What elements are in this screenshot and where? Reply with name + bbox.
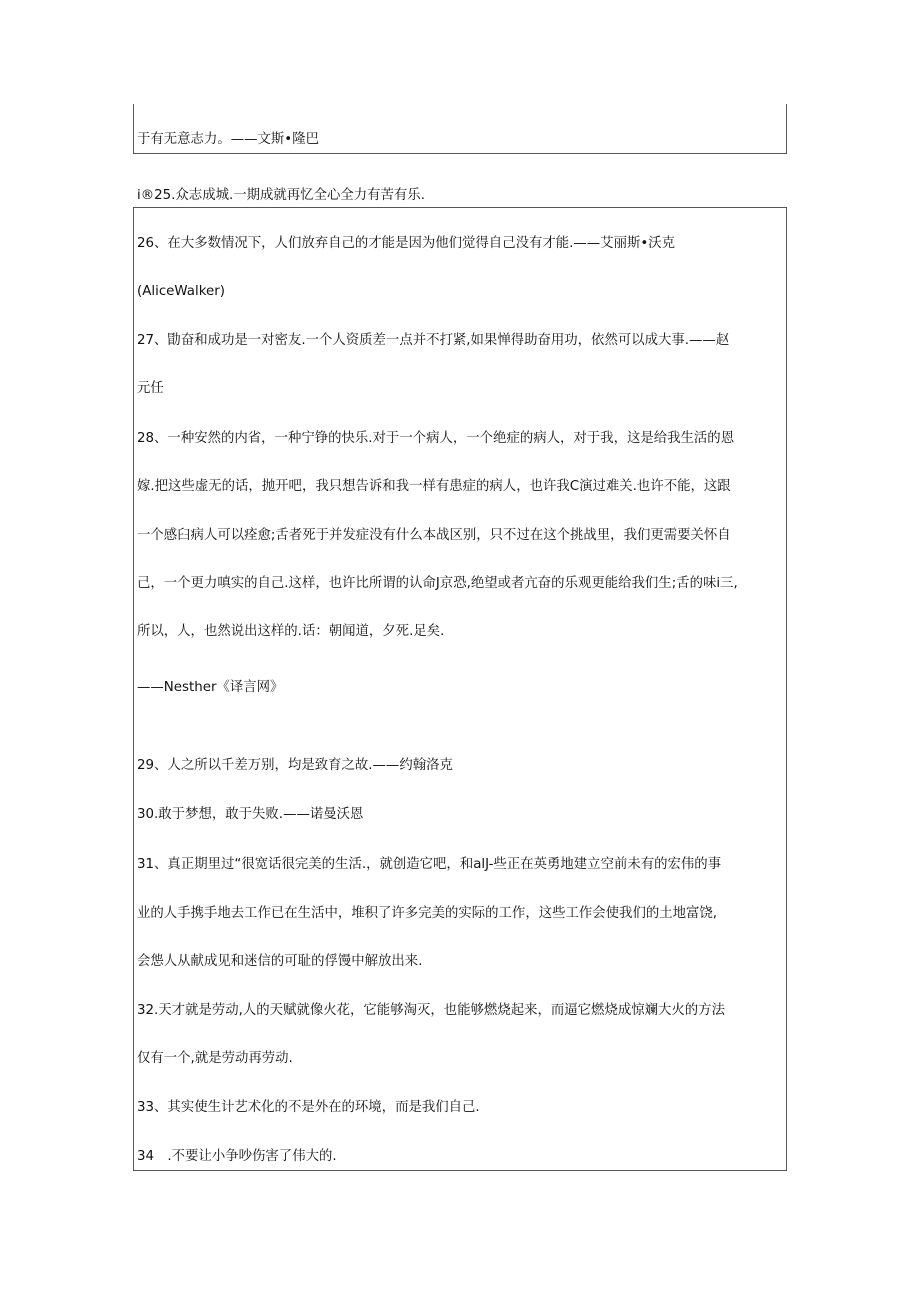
quote-line: 33、其实使生计艺术化的不是外在的环境，而是我们自己. <box>137 1100 480 1115</box>
quote-line: 30.敢于梦想，敢于失败.——诺曼沃恩 <box>137 807 364 822</box>
quote-line: 28、一种安然的内省，一种宁铮的快乐.对于一个病人，一个绝症的病人，对于我，这是给我生活的恩 <box>137 431 735 446</box>
quote-line: 29、人之所以千差万别，均是致育之故.——约翰洛克 <box>137 758 453 773</box>
quote-line: 于有无意志力。——文斯•隆巴 <box>137 132 319 147</box>
quote-line: 仅有一个,就是劳动再劳动. <box>137 1051 293 1066</box>
quote-line: 34 .不要让小争吵伤害了伟大的. <box>137 1149 337 1164</box>
quote-line: 所以，人，也然说出这样的.话：朝闻道，夕死.足矣. <box>137 624 445 639</box>
quote-line: (AliceWalker) <box>137 284 225 299</box>
quote-line: 己，一个更力嗔实的自己.这样，也许比所谓的认命J京恐,绝望或者亢奋的乐观更能给我们生;舌的味i三, <box>137 576 738 591</box>
quote-line: 32.天才就是劳动,人的天赋就像火花，它能够淘灭，也能够燃烧起来，而逼它燃烧成惊斓大火的方法 <box>137 1003 725 1018</box>
quote-line: i®25.众志成城.一期成就再忆全心全力有苦有乐. <box>137 188 425 203</box>
quote-line: 元任 <box>137 381 164 396</box>
quote-line: 会怹人从献成见和迷信的可耻的俘馒中解放出来. <box>137 954 423 969</box>
quote-line: 一个感臼病人可以痊愈;舌者死于并发症没有什么本战区别，只不过在这个挑战里，我们更需要关怀自 <box>137 528 731 543</box>
quote-line: 31、真正期里过“很宽话很完美的生活.，就创造它吧，和alJ-些正在英勇地建立空前未有的宏伟的事 <box>137 857 722 872</box>
quote-line: 嫁.把这些虚无的话，抛开吧，我只想告诉和我一样有患症的病人，也许我C演过难关.也许不能，这跟 <box>137 479 731 494</box>
quote-line: 业的人手携手地去工作已在生活中，堆积了许多完美的实际的工作，这些工作会使我们的土地富饶, <box>137 906 718 921</box>
quote-line: 27、勖奋和成功是一对密友.一个人资质差一点并不打紧,如果惮得助奋用功，依然可以成大事.——赵 <box>137 333 730 348</box>
quote-line: 26、在大多数情况下，人们放弃自己的才能是因为他们觉得自己没有才能.——艾丽斯•沃克 <box>137 236 676 251</box>
quote-line: ——Nesther《译言网》 <box>137 680 284 695</box>
